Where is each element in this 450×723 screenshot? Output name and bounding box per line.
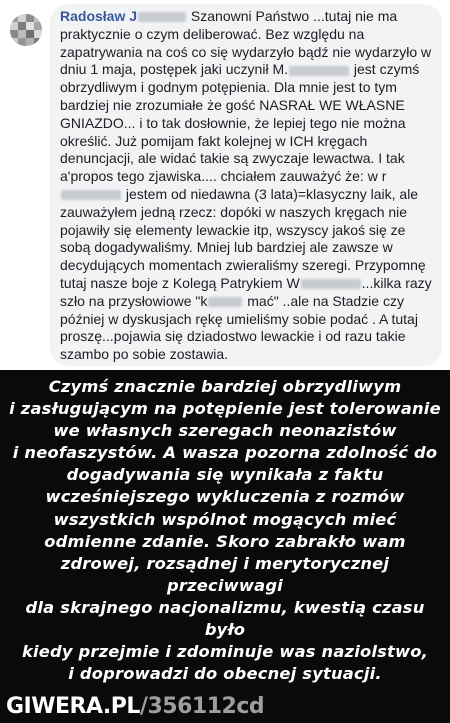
- comment-text: Szanowni Państwo ...tutaj nie ma praktycznie o czym deliberować. Bez względu na zapatrywania na coś co się wydarzyło bądź nie wydarzyło w dniu 1 maja, postępek jaki uczynił M.: [60, 8, 432, 78]
- watermark-logo: [6, 694, 264, 719]
- redacted-word: [208, 297, 242, 307]
- redacted-name: [61, 190, 121, 200]
- response-line: i zasługującym na potępienie jest tolerowanie: [9, 399, 441, 419]
- comment-body: [60, 8, 436, 364]
- response-line: zdrowej, rozsądnej i merytorycznej przeciwwagi: [60, 553, 390, 595]
- response-line: wcześniejszego wykluczenia z rozmów: [45, 487, 405, 507]
- comment-text: jest czymś obrzydliwym i godnym potępienia. Dla mnie jest to tym bardziej nie zrozumiałe że gość NASRAŁ WE WŁASNE GNIAZDO... i to tak dosłownie, że lepiej tego nie można określić. Już pomijam fakt kolejnej w ICH kręgach denuncjacji, ale widać takie są zwyczaje lewactwa. I tak a'propos tego zjawiska.... chciałem zauważyć że: w r: [60, 61, 420, 185]
- avatar[interactable]: [10, 14, 42, 46]
- logo-code: 356112cd: [147, 694, 265, 719]
- response-line: wszystkich wspólnot mogących mieć: [53, 509, 397, 529]
- response-line: i neofaszystów. A wasza pozorna zdolność do: [12, 443, 438, 463]
- logo-slash: /: [139, 694, 148, 719]
- redacted-name: [301, 279, 361, 289]
- comment-text: mać" ..ale na Stadzie czy później w dyskusjach rękę umieliśmy sobie podać . A tutaj proszę...pojawia się dziadostwo lewackie i od razu takie szambo po sobie zostawia.: [60, 292, 418, 363]
- response-line: Czymś znacznie bardziej obrzydliwym: [48, 377, 402, 396]
- redacted-name: [289, 66, 349, 76]
- response-line: dla skrajnego nacjonalizmu, kwestią czasu było: [25, 597, 425, 640]
- response-line: dogadywania się wynikała z faktu: [66, 465, 384, 485]
- response-line: i doprowadzi do obecnej sytuacji.: [68, 664, 382, 684]
- response-line: odmienne zdanie. Skoro zabrakło wam: [44, 531, 406, 551]
- comment-author[interactable]: Radosław J: [60, 8, 138, 24]
- logo-site: GIWERA.PL: [6, 694, 140, 719]
- response-text: [4, 376, 446, 685]
- response-line: we własnych szeregach neonazistów: [53, 421, 397, 441]
- response-line: kiedy przejmie i zdominuje was naziolstwo,: [21, 642, 429, 662]
- comment-text: jestem od niedawna (3 lata)=klasyczny laik, ale zauważyłem jedną rzecz: dopóki w naszych kręgach nie pojawiły się elementy lewackie itp, wszyscy jakoś się ze sobą dogadywaliśmy. Mniej lub bardziej ale zawsze w decydujących momentach zwieraliśmy szeregi. Przypomnę tutaj nasze boje z Kolegą Patrykiem W: [60, 185, 426, 291]
- comment-text: ...kilka razy szło na przysłowiowe "k: [60, 274, 432, 309]
- redacted-surname: [138, 12, 186, 22]
